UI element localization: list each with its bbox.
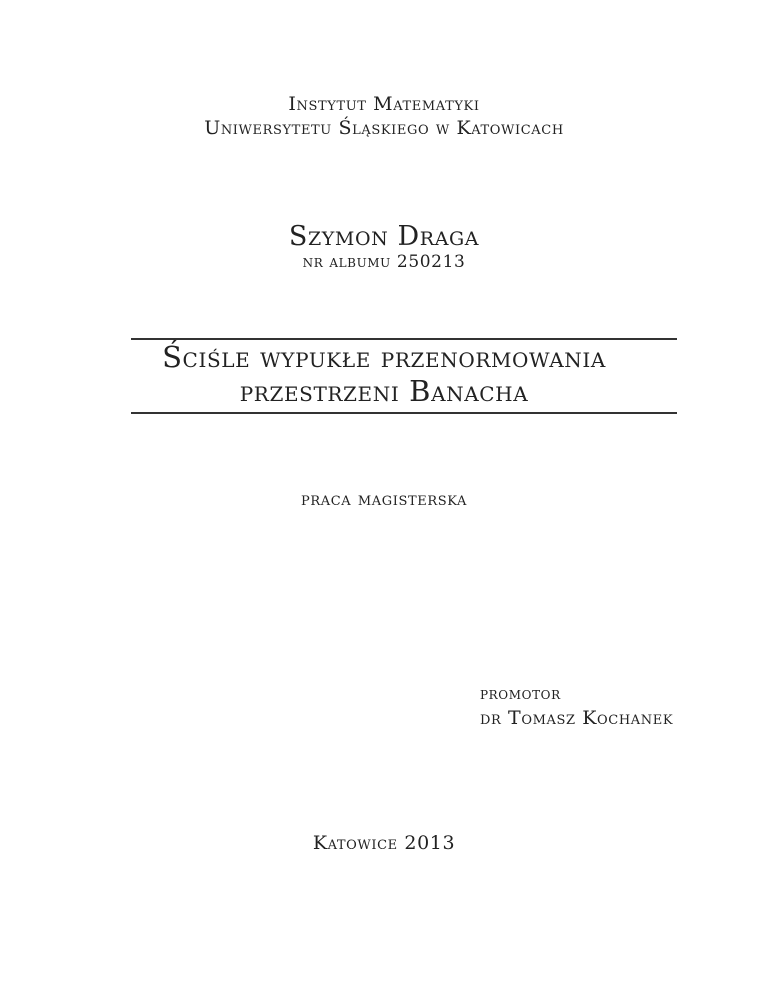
supervisor-block xyxy=(480,682,673,730)
thesis-title-line-2: przestrzeni Banacha xyxy=(239,374,529,408)
thesis-type: praca magisterska xyxy=(300,488,468,510)
place-year: Katowice 2013 xyxy=(312,832,456,854)
title-rule-bottom xyxy=(131,412,677,414)
author-name: Szymon Draga xyxy=(288,221,480,252)
institute-block xyxy=(0,92,768,140)
institute-name: Instytut Matematyki xyxy=(288,93,480,115)
thesis-title xyxy=(0,340,768,408)
album-number: nr albumu 250213 xyxy=(302,252,466,272)
supervisor-label: promotor xyxy=(480,684,561,704)
supervisor-name: dr Tomasz Kochanek xyxy=(480,707,674,729)
thesis-title-line-1: Ściśle wypukłe przenormowania xyxy=(162,340,606,374)
university-name: Uniwersytetu Śląskiego w Katowicach xyxy=(204,117,564,139)
